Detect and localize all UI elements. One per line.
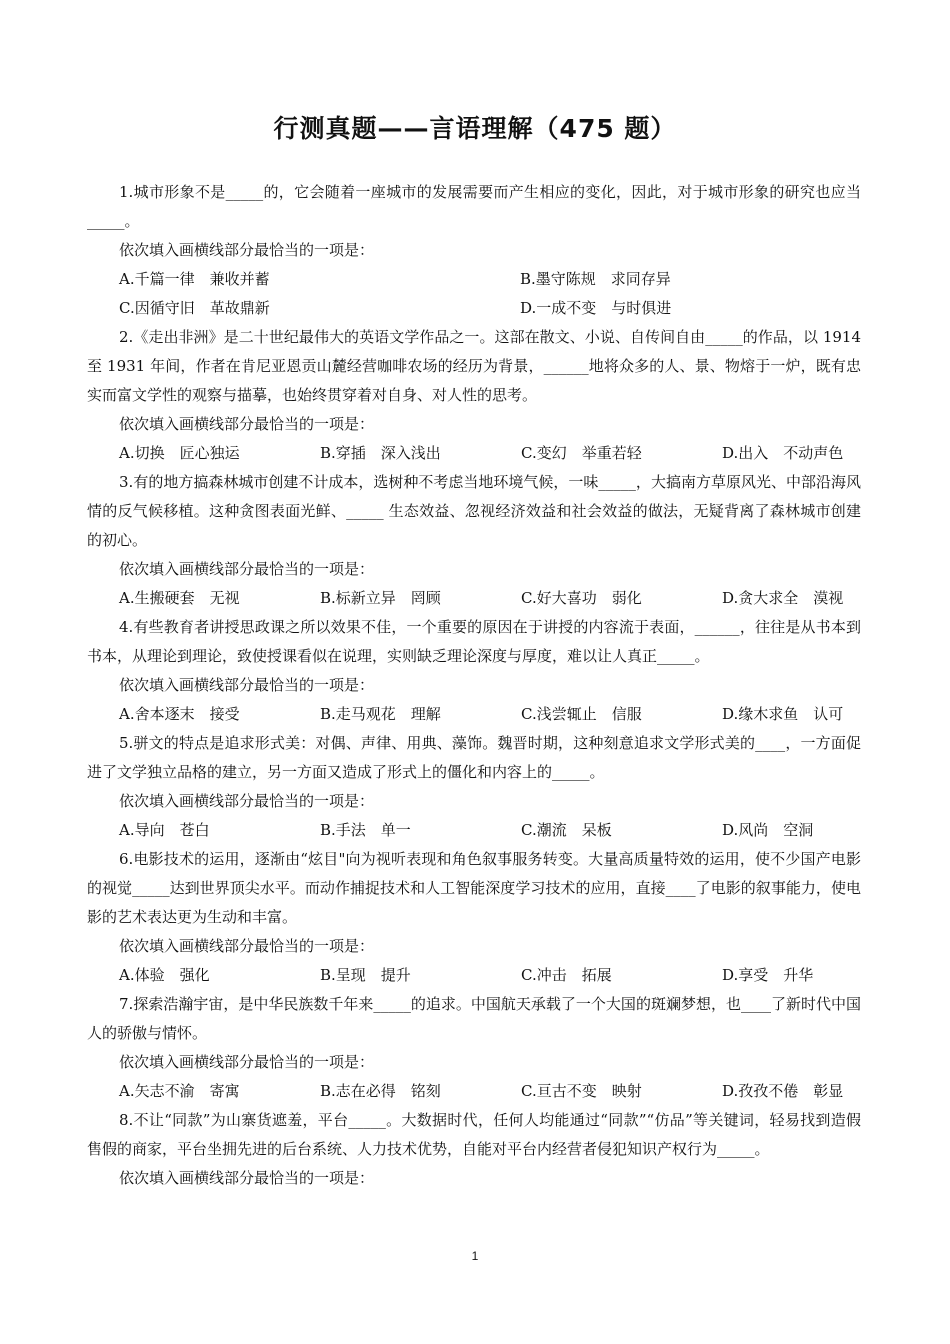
- option-list: [87, 1077, 861, 1106]
- option-a: A.体验 强化: [119, 966, 210, 984]
- option-a: A.舍本逐末 接受: [119, 705, 240, 723]
- question-2: [87, 323, 861, 468]
- question-prompt: 依次填入画横线部分最恰当的一项是：: [119, 1169, 375, 1187]
- option-list: [87, 265, 861, 323]
- question-6: [87, 845, 861, 990]
- question-text: 3.有的地方搞森林城市创建不计成本，选树种不考虑当地环境气候，一味_____，大搞南方草原风光、中部沿海风情的反气候移植。这种贪图表面光鲜、_____ 生态效益、忽视经济效益和社会效益的做法，无疑背离了森林城市创建的初心。: [87, 473, 861, 549]
- option-a: A.切换 匠心独运: [119, 444, 240, 462]
- option-list: [87, 584, 861, 613]
- question-text: 6.电影技术的运用，逐渐由“炫目"向为视听表现和角色叙事服务转变。大量高质量特效的运用，使不少国产电影的视觉_____达到世界顶尖水平。而动作捕捉技术和人工智能深度学习技术的应用，直接____了电影的叙事能力，使电影的艺术表达更为生动和丰富。: [87, 850, 861, 926]
- option-c: C.好大喜功 弱化: [521, 589, 642, 607]
- option-a: A.千篇一律 兼收并蓄: [119, 270, 270, 288]
- question-prompt: 依次填入画横线部分最恰当的一项是：: [119, 792, 375, 810]
- option-b: B.手法 单一: [320, 821, 411, 839]
- question-text: 1.城市形象不是_____的，它会随着一座城市的发展需要而产生相应的变化，因此，对于城市形象的研究也应当_____。: [87, 183, 861, 230]
- option-d: D.出入 不动声色: [722, 444, 844, 462]
- option-c: C.亘古不变 映射: [521, 1082, 642, 1100]
- question-text: 7.探索浩瀚宇宙，是中华民族数千年来_____的追求。中国航天承载了一个大国的斑斓梦想，也____了新时代中国人的骄傲与情怀。: [87, 995, 861, 1042]
- question-5: [87, 729, 861, 845]
- option-d: D.一成不变 与时俱进: [520, 299, 672, 317]
- option-c: C.冲击 拓展: [521, 966, 612, 984]
- option-b: B.墨守陈规 求同存异: [520, 270, 671, 288]
- option-a: A.生搬硬套 无视: [119, 589, 240, 607]
- page-title: 行测真题——言语理解（475 题）: [273, 114, 677, 143]
- question-3: [87, 468, 861, 613]
- option-b: B.标新立异 罔顾: [320, 589, 441, 607]
- option-list: [87, 439, 861, 468]
- option-c: C.因循守旧 革故鼎新: [119, 299, 270, 317]
- option-b: B.穿插 深入浅出: [320, 444, 441, 462]
- question-prompt: 依次填入画横线部分最恰当的一项是：: [119, 560, 375, 578]
- question-prompt: 依次填入画横线部分最恰当的一项是：: [119, 241, 375, 259]
- question-text: 5.骈文的特点是追求形式美：对偶、声律、用典、藻饰。魏晋时期，这种刻意追求文学形式美的____，一方面促进了文学独立品格的建立，另一方面又造成了形式上的僵化和内容上的_____。: [87, 734, 861, 781]
- question-8: [87, 1106, 861, 1193]
- option-d: D.缘木求鱼 认可: [722, 705, 844, 723]
- option-a: A.导向 苍白: [119, 821, 210, 839]
- question-4: [87, 613, 861, 729]
- question-prompt: 依次填入画横线部分最恰当的一项是：: [119, 676, 375, 694]
- option-list: [87, 816, 861, 845]
- question-prompt: 依次填入画横线部分最恰当的一项是：: [119, 937, 375, 955]
- question-prompt: 依次填入画横线部分最恰当的一项是：: [119, 1053, 375, 1071]
- option-d: D.享受 升华: [722, 966, 814, 984]
- question-text: 8.不让“同款”为山寨货遮羞，平台_____。大数据时代，任何人均能通过“同款”“仿品”等关键词，轻易找到造假售假的商家，平台坐拥先进的后台系统、人力技术优势，自能对平台内经营者侵犯知识产权行为_____。: [87, 1111, 861, 1158]
- question-list: [87, 178, 861, 1193]
- page-number: 1: [471, 1249, 479, 1263]
- question-text: 2.《走出非洲》是二十世纪最伟大的英语文学作品之一。这部在散文、小说、自传间自由_____的作品，以 1914 至 1931 年间，作者在肯尼亚恩贡山麓经营咖啡农场的经历为背景，______地将众多的人、景、物熔于一炉，既有忠实而富文学性的观察与描摹，也始终贯穿着对自身、对人性的思考。: [87, 328, 861, 404]
- option-d: D.孜孜不倦 彰显: [722, 1082, 844, 1100]
- option-b: B.呈现 提升: [320, 966, 411, 984]
- option-c: C.潮流 呆板: [521, 821, 612, 839]
- question-1: [87, 178, 861, 323]
- option-b: B.走马观花 理解: [320, 705, 441, 723]
- option-a: A.矢志不渝 寄寓: [119, 1082, 240, 1100]
- option-d: D.贪大求全 漠视: [722, 589, 844, 607]
- question-text: 4.有些教育者讲授思政课之所以效果不佳，一个重要的原因在于讲授的内容流于表面，______，往往是从书本到书本，从理论到理论，致使授课看似在说理，实则缺乏理论深度与厚度，难以让人真正_____。: [87, 618, 861, 665]
- option-b: B.志在必得 铭刻: [320, 1082, 441, 1100]
- option-list: [87, 700, 861, 729]
- question-7: [87, 990, 861, 1106]
- option-d: D.风尚 空洞: [722, 821, 814, 839]
- question-prompt: 依次填入画横线部分最恰当的一项是：: [119, 415, 375, 433]
- option-c: C.变幻 举重若轻: [521, 444, 642, 462]
- option-list: [87, 961, 861, 990]
- option-c: C.浅尝辄止 信服: [521, 705, 642, 723]
